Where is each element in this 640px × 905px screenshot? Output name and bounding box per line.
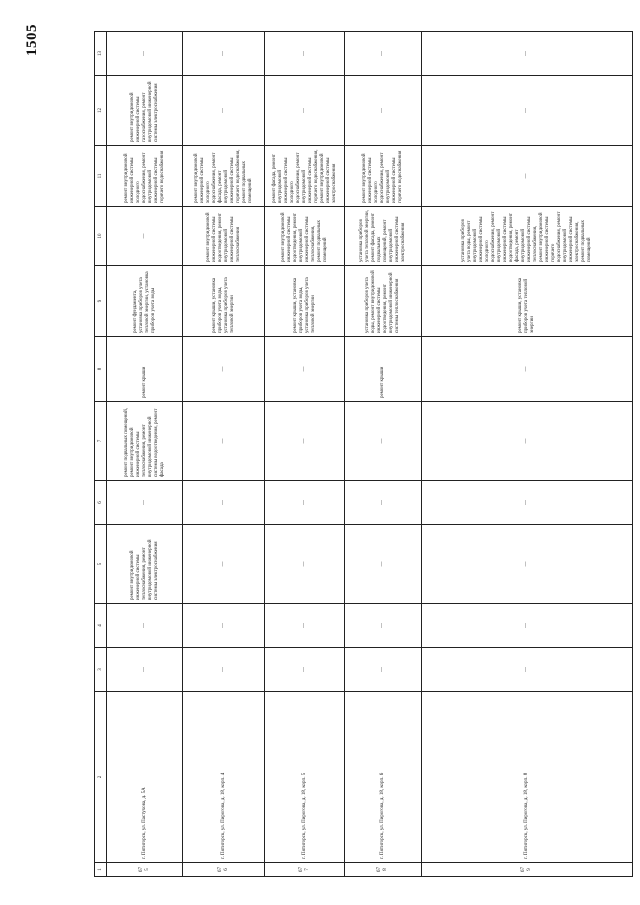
table-row bbox=[183, 32, 265, 877]
table-cell: — bbox=[183, 337, 265, 402]
table-cell: — bbox=[422, 402, 633, 481]
table-cell: ремонт внутридомовой инженерной системы холодного водоснабжения, ремонт внутридомовой инженерной системы горячего водоснабжения bbox=[107, 146, 183, 207]
table-cell: — bbox=[345, 76, 422, 146]
table-cell: ремонт внутридомовой инженерной системы газоснабжения, ремонт внутридомовой инженерной системы электроснабжения bbox=[107, 76, 183, 146]
table-cell: — bbox=[107, 648, 183, 692]
table-cell: — bbox=[422, 648, 633, 692]
table-cell: — bbox=[183, 76, 265, 146]
table-cell: — bbox=[183, 604, 265, 648]
address-cell: г. Пятигорск, ул. Пирогова, д. 18, корп. 8 bbox=[422, 692, 633, 863]
table-cell: ремонт внутридомовой инженерной системы холодного водоснабжения, ремонт фасада, ремонт внутридомовой инженерной системы горячего водоснабжения, ремонт подвальных помещений bbox=[183, 146, 265, 207]
table-cell: ремонт крыши bbox=[107, 337, 183, 402]
row-index: 675 bbox=[107, 863, 183, 877]
table-cell: — bbox=[345, 481, 422, 525]
register-table bbox=[94, 31, 633, 877]
table-cell: — bbox=[265, 337, 345, 402]
table-cell: — bbox=[265, 604, 345, 648]
column-number: 11 bbox=[95, 146, 107, 207]
table-row bbox=[107, 32, 183, 877]
column-number: 6 bbox=[95, 481, 107, 525]
table-cell: ремонт внутридомовой инженерной системы холодного водоснабжения, ремонт внутридомовой инженерной системы горячего водоснабжения bbox=[345, 146, 422, 207]
row-index: 678 bbox=[345, 863, 422, 877]
table-cell: ремонт внутридомовой инженерной системы водоотведения, ремонт внутридомовой инженерной системы теплоснабжения bbox=[183, 207, 265, 266]
table-cell: — bbox=[183, 525, 265, 604]
row-index: 676 bbox=[183, 863, 265, 877]
address-cell: г. Пятигорск, ул. Пирогова, д. 18, корп. 6 bbox=[345, 692, 422, 863]
table-cell: — bbox=[107, 32, 183, 76]
table-cell: ремонт крыши bbox=[345, 337, 422, 402]
table-cell: — bbox=[422, 604, 633, 648]
table-cell: — bbox=[107, 207, 183, 266]
page-number: 1505 bbox=[24, 24, 40, 56]
table-cell: — bbox=[183, 648, 265, 692]
table-cell: — bbox=[345, 32, 422, 76]
table-cell: — bbox=[422, 525, 633, 604]
row-index: 679 bbox=[422, 863, 633, 877]
register-table-wrapper bbox=[94, 32, 630, 877]
table-cell: ремонт крыши, установка приборов учета тепловой энергии bbox=[422, 266, 633, 337]
column-number: 3 bbox=[95, 648, 107, 692]
column-number-row bbox=[95, 32, 107, 877]
column-number: 1 bbox=[95, 863, 107, 877]
table-cell: установка приборов учета воды, ремонт внутридомовой инженерной системы водоотведения, ремонт внутридомовой инженерной системы теплоснабжения bbox=[345, 266, 422, 337]
table-cell: ремонт фасада, ремонт внутридомовой инженерной системы холодного водоснабжения, ремонт внутридомовой инженерной системы горячего водоснабжения, ремонт внутридомовой инженерной системы электроснабжения bbox=[265, 146, 345, 207]
table-cell: — bbox=[422, 146, 633, 207]
table-cell: — bbox=[183, 32, 265, 76]
table-row bbox=[345, 32, 422, 877]
address-cell: г. Пятигорск, ул. Пастухова, д. 5А bbox=[107, 692, 183, 863]
table-cell: — bbox=[265, 76, 345, 146]
register-table-body bbox=[95, 32, 633, 877]
table-cell: — bbox=[107, 604, 183, 648]
column-number: 9 bbox=[95, 266, 107, 337]
address-cell: г. Пятигорск, ул. Пирогова, д. 18, корп. 5 bbox=[265, 692, 345, 863]
column-number: 7 bbox=[95, 402, 107, 481]
table-cell: — bbox=[422, 32, 633, 76]
column-number: 2 bbox=[95, 692, 107, 863]
table-cell: — bbox=[345, 402, 422, 481]
table-cell: ремонт внутридомовой инженерной системы водоотведения, ремонт внутридомовой инженерной системы теплоснабжения, ремонт подвальных помещений bbox=[265, 207, 345, 266]
column-number: 12 bbox=[95, 76, 107, 146]
column-number: 10 bbox=[95, 207, 107, 266]
table-cell: — bbox=[422, 337, 633, 402]
table-cell: — bbox=[107, 481, 183, 525]
column-number: 13 bbox=[95, 32, 107, 76]
table-cell: — bbox=[345, 604, 422, 648]
table-cell: — bbox=[183, 481, 265, 525]
table-cell: ремонт крыши, установка приборов учета воды, установка приборов учета тепловой энергии bbox=[265, 266, 345, 337]
table-row bbox=[422, 32, 633, 877]
row-index: 677 bbox=[265, 863, 345, 877]
table-cell: — bbox=[422, 76, 633, 146]
table-cell: — bbox=[265, 648, 345, 692]
table-cell: ремонт крыши, установка приборов учета воды, установка приборов учета тепловой энергии bbox=[183, 266, 265, 337]
table-cell: — bbox=[265, 402, 345, 481]
table-row bbox=[265, 32, 345, 877]
table-cell: ремонт фундамента, установка приборов учета тепловой энергии, установка приборов учета воды bbox=[107, 266, 183, 337]
table-cell: — bbox=[265, 32, 345, 76]
table-cell: — bbox=[265, 481, 345, 525]
table-cell: — bbox=[422, 481, 633, 525]
table-cell: — bbox=[345, 525, 422, 604]
table-cell: — bbox=[345, 648, 422, 692]
column-number: 5 bbox=[95, 525, 107, 604]
table-cell: ремонт внутридомовой инженерной системы теплоснабжения, ремонт внутридомовой инженерной системы электроснабжения bbox=[107, 525, 183, 604]
table-cell: — bbox=[265, 525, 345, 604]
table-cell: — bbox=[183, 402, 265, 481]
address-cell: г. Пятигорск, ул. Пирогова, д. 18, корп. 4 bbox=[183, 692, 265, 863]
column-number: 8 bbox=[95, 337, 107, 402]
column-number: 4 bbox=[95, 604, 107, 648]
table-cell: установка приборов учета воды, ремонт внутридомовой инженерной системы холодного водоснабжения, ремонт внутридомовой инженерной системы водоотведения, ремонт фасада, ремонт внутридомовой инженерной системы теплоснабжения, ремонт внутридомовой инженерной системы горячего водоснабжения, ремонт внутридомовой инженерной системы электроснабжения, ремонт подвальных помещений bbox=[422, 207, 633, 266]
table-cell: ремонт подвальных помещений, ремонт внутридомовой инженерной системы теплоснабжения, ремонт внутридомовой инженерной системы водоотведения, ремонт фасада bbox=[107, 402, 183, 481]
table-cell: установка приборов учета тепловой энергии, ремонт фасада, ремонт подвальных помещений, ремонт внутридомовой инженерной системы электроснабжения bbox=[345, 207, 422, 266]
